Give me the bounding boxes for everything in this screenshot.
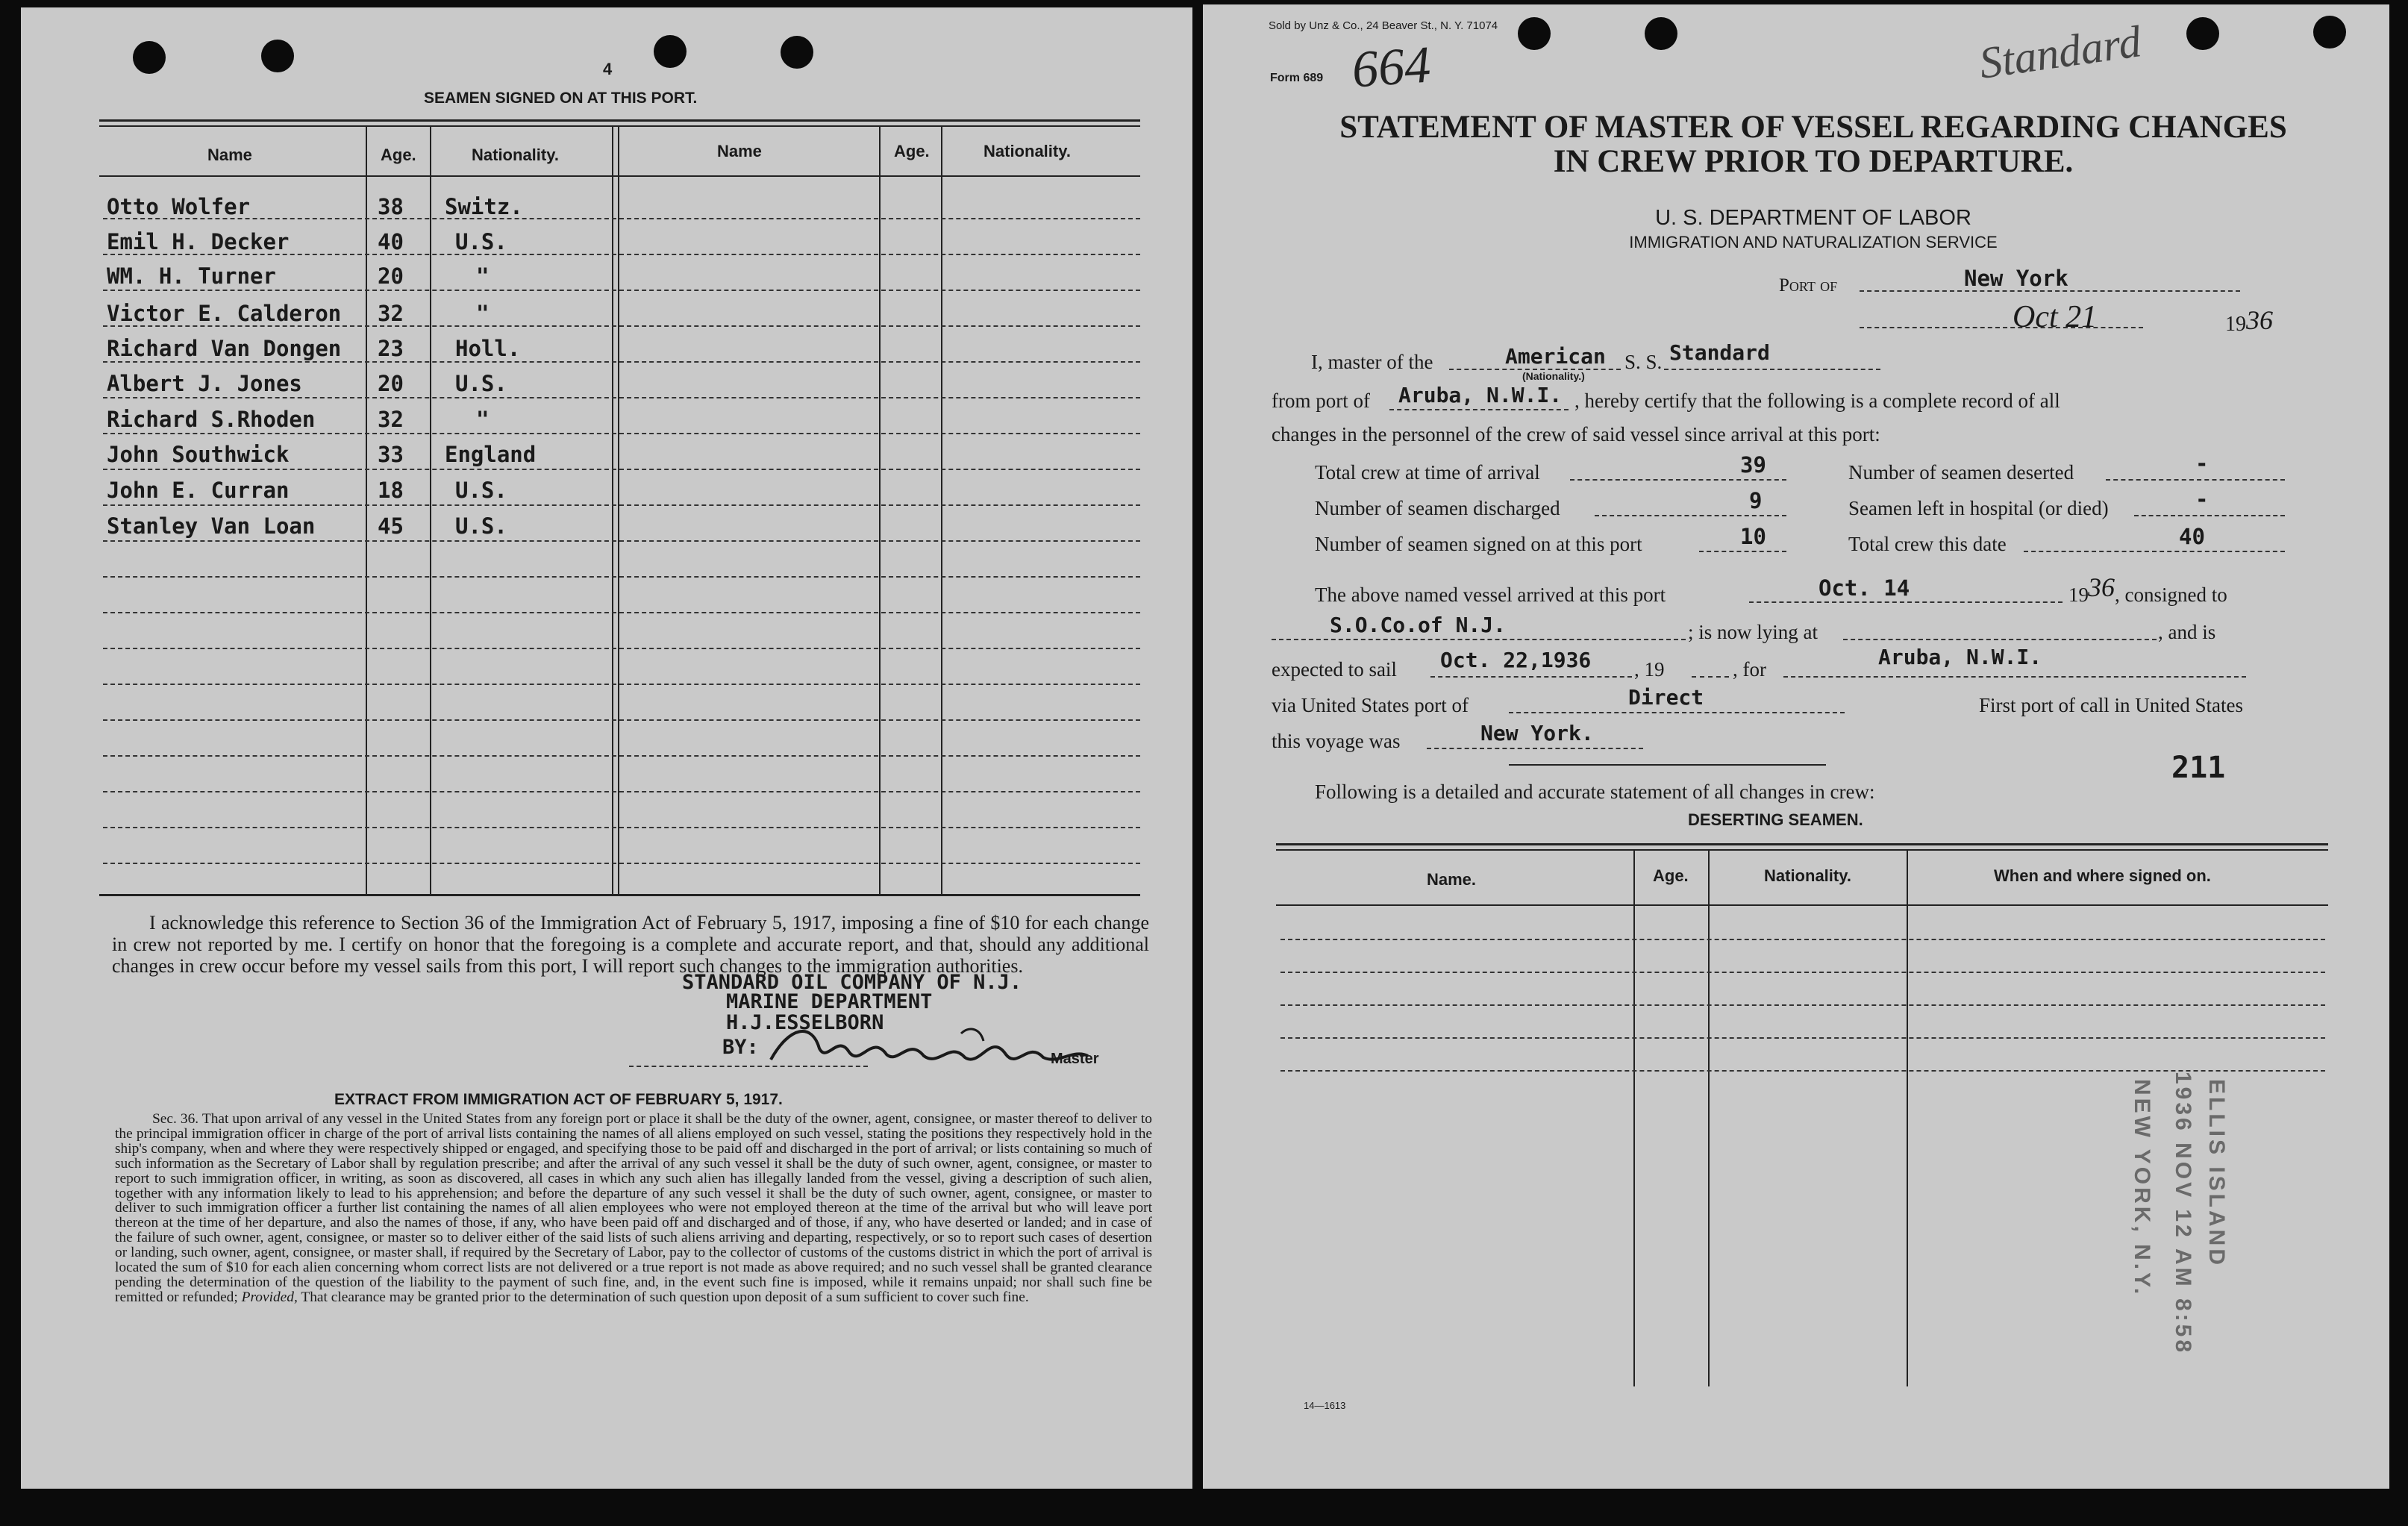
left-page bbox=[21, 7, 1192, 1489]
and-is-label: , and is bbox=[2158, 621, 2216, 643]
deserting-header-age: Age. bbox=[1653, 866, 1689, 885]
row-line bbox=[103, 719, 1140, 721]
lying-line bbox=[1843, 639, 2157, 640]
row-line bbox=[103, 863, 1140, 864]
stamp-number: 211 bbox=[2171, 751, 2226, 785]
seaman-name: WM. H. Turner bbox=[107, 263, 276, 289]
consignee-value: S.O.Co.of N.J. bbox=[1330, 613, 1507, 637]
seaman-name: John Southwick bbox=[107, 442, 290, 467]
row-line bbox=[103, 397, 1140, 398]
extract-title: EXTRACT FROM IMMIGRATION ACT OF FEBRUARY 5, 1917. bbox=[334, 1091, 783, 1108]
seaman-age: 20 bbox=[378, 263, 404, 289]
signature-line bbox=[629, 1066, 868, 1067]
punch-hole bbox=[261, 40, 294, 72]
seaman-name: John E. Curran bbox=[107, 478, 290, 503]
seaman-nationality: U.S. bbox=[455, 513, 507, 539]
department-name: U. S. DEPARTMENT OF LABOR bbox=[1655, 206, 1971, 230]
year-suffix: 36 bbox=[2246, 305, 2273, 335]
acknowledgment-text: I acknowledge this reference to Section 36 of the Immigration Act of February 5, 1917, imposing a fine of $10 for each change in crew not reported by me. I certify on honor that the foregoing is a complete and accurate report, and that, should any additional changes in crew occur before my vessel sails from this port, I will report such changes to the immigration authorities. bbox=[112, 912, 1149, 977]
seaman-age: 38 bbox=[378, 194, 404, 219]
seaman-nationality: " bbox=[476, 407, 490, 432]
seaman-age: 40 bbox=[378, 229, 404, 254]
deserting-row-line bbox=[1280, 1070, 2325, 1072]
deserting-header-name: Name. bbox=[1427, 870, 1477, 889]
consignee-line bbox=[1272, 639, 1686, 640]
seaman-nationality: U.S. bbox=[455, 229, 507, 254]
following-text: Following is a detailed and accurate statement of all changes in crew: bbox=[1315, 781, 1875, 803]
total-crew-arrival-label: Total crew at time of arrival bbox=[1315, 461, 1540, 484]
expected-line bbox=[1430, 676, 1632, 678]
row-line bbox=[103, 469, 1140, 470]
stat-line bbox=[2134, 515, 2285, 516]
seaman-nationality: U.S. bbox=[455, 478, 507, 503]
from-port-label: from port of bbox=[1272, 390, 1370, 412]
deserting-row-line bbox=[1280, 1004, 2325, 1006]
column-rule bbox=[941, 125, 942, 894]
column-rule bbox=[879, 125, 881, 894]
punch-hole bbox=[781, 36, 813, 69]
table-top-rule bbox=[99, 119, 1140, 122]
seaman-name: Victor E. Calderon bbox=[107, 301, 342, 326]
total-crew-date-label: Total crew this date bbox=[1848, 533, 2007, 555]
printer-line: Sold by Unz & Co., 24 Beaver St., N. Y. 71074 bbox=[1269, 19, 1498, 32]
seaman-age: 33 bbox=[378, 442, 404, 467]
deserting-column-rule bbox=[1907, 849, 1908, 1386]
column-rule bbox=[612, 125, 613, 894]
seaman-name: Otto Wolfer bbox=[107, 194, 251, 219]
deserted-value: - bbox=[2195, 451, 2209, 476]
page-number: 4 bbox=[603, 60, 613, 78]
year-prefix: 19 bbox=[2225, 313, 2246, 336]
first-port-label: First port of call in United States bbox=[1979, 694, 2243, 716]
form-title-line2: IN CREW PRIOR TO DEPARTURE. bbox=[1553, 144, 2074, 179]
ss-label: S. S. bbox=[1624, 351, 1663, 373]
deserting-header-nationality: Nationality. bbox=[1764, 866, 1851, 885]
master-caption: Master bbox=[1051, 1051, 1099, 1067]
nationality-value: American bbox=[1505, 344, 1606, 369]
column-rule bbox=[430, 125, 431, 894]
stat-line bbox=[2024, 551, 2285, 552]
ship-name-line bbox=[1664, 369, 1880, 370]
discharged-label: Number of seamen discharged bbox=[1315, 497, 1560, 519]
deserting-top-rule bbox=[1276, 849, 2328, 851]
hospital-value: - bbox=[2195, 487, 2209, 512]
seamen-signed-title: SEAMEN SIGNED ON AT THIS PORT. bbox=[424, 90, 698, 107]
stat-line bbox=[1595, 515, 1786, 516]
voyage-line bbox=[1427, 748, 1643, 749]
extract-body-text: That upon arrival of any vessel in the United States from any foreign port or place it shall be the duty of the owner, agent, consignee, or master thereof to deliver to the principal immigration officer in charge of the port of arrival lists containing the names of all aliens employed on such vessel, stating the positions they respectively hold in the ship's company, when and where they were respectively shipped or engaged, and specifying those to be paid off and discharged in the port of arrival; or lists containing so much of such information as the Secretary of Labor shall by regulation prescribe; and after the arrival of any such vessel it shall be the duty of such owner, agent, consignee, or master to report to such immigration officer, in writing, as soon as discovered, all cases in which any such alien has illegally landed from the vessel, giving a description of such alien, together with any information likely to lead to his apprehension; and before the departure of any such vessel it shall be the duty of such owner, agent, consignee, or master to deliver to such immigration officer a further list containing the names of all alien employees who were not employed thereon at the time of the arrival but who will leave port thereon at the time of her departure, and also the names of those, if any, who have been paid off and discharged and of those, if any, who have deserted or landed; and in case of the failure of such owner, agent, consignee, or master so to deliver either of the said lists of such aliens arriving and departing, respectively, or so to report such cases of desertion or landing, such owner, agent, consignee, or master shall, if required by the Secretary of Labor, pay to the collector of customs of the customs district in which the port of arrival is located the sum of $10 for each alien concerning whom correct lists are not delivered or a true report is not made as above required; and no such vessel shall be granted clearance pending the determination of the question of the liability to the payment of such fine, and, in the event such fine is imposed, while it remains unpaid; nor shall such fine be remitted or refunded; bbox=[115, 1111, 1152, 1305]
via-line bbox=[1509, 712, 1845, 713]
hospital-label: Seamen left in hospital (or died) bbox=[1848, 497, 2109, 519]
certify-text: , hereby certify that the following is a complete record of all bbox=[1574, 390, 2060, 412]
column-rule bbox=[618, 125, 619, 894]
lying-label: ; is now lying at bbox=[1688, 621, 1818, 643]
seaman-name: Richard Van Dongen bbox=[107, 336, 342, 361]
seaman-nationality: " bbox=[476, 263, 490, 289]
row-line bbox=[103, 540, 1140, 542]
column-header-nationality: Nationality. bbox=[472, 146, 559, 164]
handwritten-vessel-name: Standard bbox=[1976, 16, 2145, 88]
column-header-name: Name bbox=[207, 146, 252, 164]
punch-hole bbox=[654, 35, 687, 68]
expected-value: Oct. 22,1936 bbox=[1440, 648, 1592, 672]
nationality-caption: (Nationality.) bbox=[1522, 370, 1585, 382]
row-line bbox=[103, 504, 1140, 506]
deserting-header-when-where: When and where signed on. bbox=[1994, 866, 2211, 885]
master-label: I, master of the bbox=[1311, 351, 1433, 373]
port-of-label: Port of bbox=[1779, 275, 1838, 295]
table-top-rule bbox=[99, 125, 1140, 127]
total-crew-date-value: 40 bbox=[2179, 524, 2205, 549]
service-name: IMMIGRATION AND NATURALIZATION SERVICE bbox=[1629, 233, 1998, 251]
voyage-label: this voyage was bbox=[1272, 730, 1401, 752]
extract-section-label: Sec. 36. bbox=[152, 1111, 199, 1127]
seaman-nationality: England bbox=[445, 442, 537, 467]
arrived-year-suffix: 36 bbox=[2088, 572, 2115, 602]
via-value: Direct bbox=[1628, 685, 1704, 710]
arrived-line bbox=[1749, 601, 2063, 603]
column-header-age: Age. bbox=[894, 142, 930, 160]
received-stamp-line3: NEW YORK, N.Y. bbox=[2130, 1079, 2154, 1298]
arrived-year-prefix: 19 bbox=[2068, 584, 2089, 606]
punch-hole bbox=[133, 41, 166, 74]
punch-hole bbox=[2313, 16, 2346, 49]
seaman-age: 32 bbox=[378, 301, 404, 326]
arrived-label: The above named vessel arrived at this port bbox=[1315, 584, 1666, 606]
expected-year: , 19 bbox=[1634, 658, 1665, 681]
row-line bbox=[103, 827, 1140, 828]
deserting-title: DESERTING SEAMEN. bbox=[1688, 810, 1863, 829]
handwritten-file-number: 664 bbox=[1350, 36, 1433, 99]
form-number: Form 689 bbox=[1270, 72, 1324, 84]
row-line bbox=[103, 791, 1140, 792]
signed-on-value: 10 bbox=[1740, 524, 1766, 549]
for-line bbox=[1783, 676, 2246, 678]
seaman-age: 18 bbox=[378, 478, 404, 503]
punch-hole bbox=[1518, 17, 1551, 50]
right-page bbox=[1203, 4, 2389, 1489]
for-label: , for bbox=[1733, 658, 1766, 681]
consigned-label: , consigned to bbox=[2115, 584, 2227, 606]
stat-line bbox=[1699, 551, 1786, 552]
deserted-label: Number of seamen deserted bbox=[1848, 461, 2074, 484]
stat-line bbox=[2106, 479, 2285, 481]
seaman-nationality: " bbox=[476, 301, 490, 326]
seaman-age: 23 bbox=[378, 336, 404, 361]
deserting-column-rule bbox=[1708, 849, 1710, 1386]
deserting-top-rule bbox=[1276, 843, 2328, 845]
from-port-line bbox=[1389, 409, 1569, 410]
for-value: Aruba, N.W.I. bbox=[1878, 645, 2042, 669]
row-line bbox=[103, 755, 1140, 757]
extract-proviso-label: Provided, bbox=[241, 1289, 298, 1305]
seaman-name: Albert J. Jones bbox=[107, 371, 302, 396]
row-line bbox=[103, 648, 1140, 649]
row-line bbox=[103, 361, 1140, 363]
total-crew-arrival-value: 39 bbox=[1740, 452, 1766, 478]
seaman-nationality: Holl. bbox=[455, 336, 521, 361]
stat-line bbox=[1570, 479, 1786, 481]
signed-on-label: Number of seamen signed on at this port bbox=[1315, 533, 1642, 555]
date-value: Oct 21 bbox=[2013, 300, 2098, 334]
expected-label: expected to sail bbox=[1272, 658, 1397, 681]
table-header-rule bbox=[99, 175, 1140, 177]
seaman-name: Emil H. Decker bbox=[107, 229, 290, 254]
by-label: BY: bbox=[722, 1036, 759, 1059]
form-title-line1: STATEMENT OF MASTER OF VESSEL REGARDING CHANGES bbox=[1339, 110, 2287, 145]
via-label: via United States port of bbox=[1272, 694, 1469, 716]
esselborn-stamp: H.J.ESSELBORN bbox=[726, 1011, 884, 1034]
deserting-row-line bbox=[1280, 972, 2325, 973]
column-header-nationality: Nationality. bbox=[983, 142, 1071, 160]
deserting-row-line bbox=[1280, 939, 2325, 940]
voyage-rule bbox=[1509, 764, 1826, 766]
date-line bbox=[1860, 327, 2143, 328]
from-port-value: Aruba, N.W.I. bbox=[1398, 383, 1563, 407]
company-stamp: STANDARD OIL COMPANY OF N.J. bbox=[682, 971, 1022, 994]
seaman-age: 20 bbox=[378, 371, 404, 396]
seaman-nationality: Switz. bbox=[445, 194, 523, 219]
punch-hole bbox=[1645, 17, 1677, 50]
expected-year-line bbox=[1692, 676, 1729, 678]
port-of-value: New York bbox=[1964, 266, 2068, 291]
seaman-name: Stanley Van Loan bbox=[107, 513, 316, 539]
row-line bbox=[103, 576, 1140, 578]
received-stamp-line2: 1936 NOV 12 AM 8:58 bbox=[2171, 1072, 2195, 1356]
arrived-value: Oct. 14 bbox=[1818, 575, 1910, 601]
seaman-nationality: U.S. bbox=[455, 371, 507, 396]
table-bottom-rule bbox=[99, 894, 1140, 896]
seaman-age: 45 bbox=[378, 513, 404, 539]
seaman-age: 32 bbox=[378, 407, 404, 432]
column-header-age: Age. bbox=[381, 146, 416, 164]
ship-name-value: Standard bbox=[1669, 340, 1770, 365]
voyage-value: New York. bbox=[1480, 721, 1594, 745]
extract-body bbox=[115, 1112, 1152, 1305]
seaman-name: Richard S.Rhoden bbox=[107, 407, 316, 432]
column-rule bbox=[366, 125, 367, 894]
changes-text: changes in the personnel of the crew of said vessel since arrival at this port: bbox=[1272, 423, 1880, 445]
deserting-row-line bbox=[1280, 1037, 2325, 1039]
deserting-header-rule bbox=[1276, 904, 2328, 906]
row-line bbox=[103, 290, 1140, 291]
deserting-column-rule bbox=[1633, 849, 1635, 1386]
column-header-name: Name bbox=[717, 142, 762, 160]
row-line bbox=[103, 684, 1140, 685]
row-line bbox=[103, 612, 1140, 613]
footer-code: 14—1613 bbox=[1304, 1400, 1346, 1411]
department-stamp: MARINE DEPARTMENT bbox=[726, 990, 933, 1013]
discharged-value: 9 bbox=[1749, 488, 1763, 513]
extract-proviso-text: That clearance may be granted prior to the determination of such question upon deposit of a sum sufficient to cover such fine. bbox=[301, 1289, 1029, 1305]
punch-hole bbox=[2186, 17, 2219, 50]
row-line bbox=[103, 218, 1140, 219]
row-line bbox=[103, 433, 1140, 434]
received-stamp-line1: ELLIS ISLAND bbox=[2204, 1079, 2229, 1269]
